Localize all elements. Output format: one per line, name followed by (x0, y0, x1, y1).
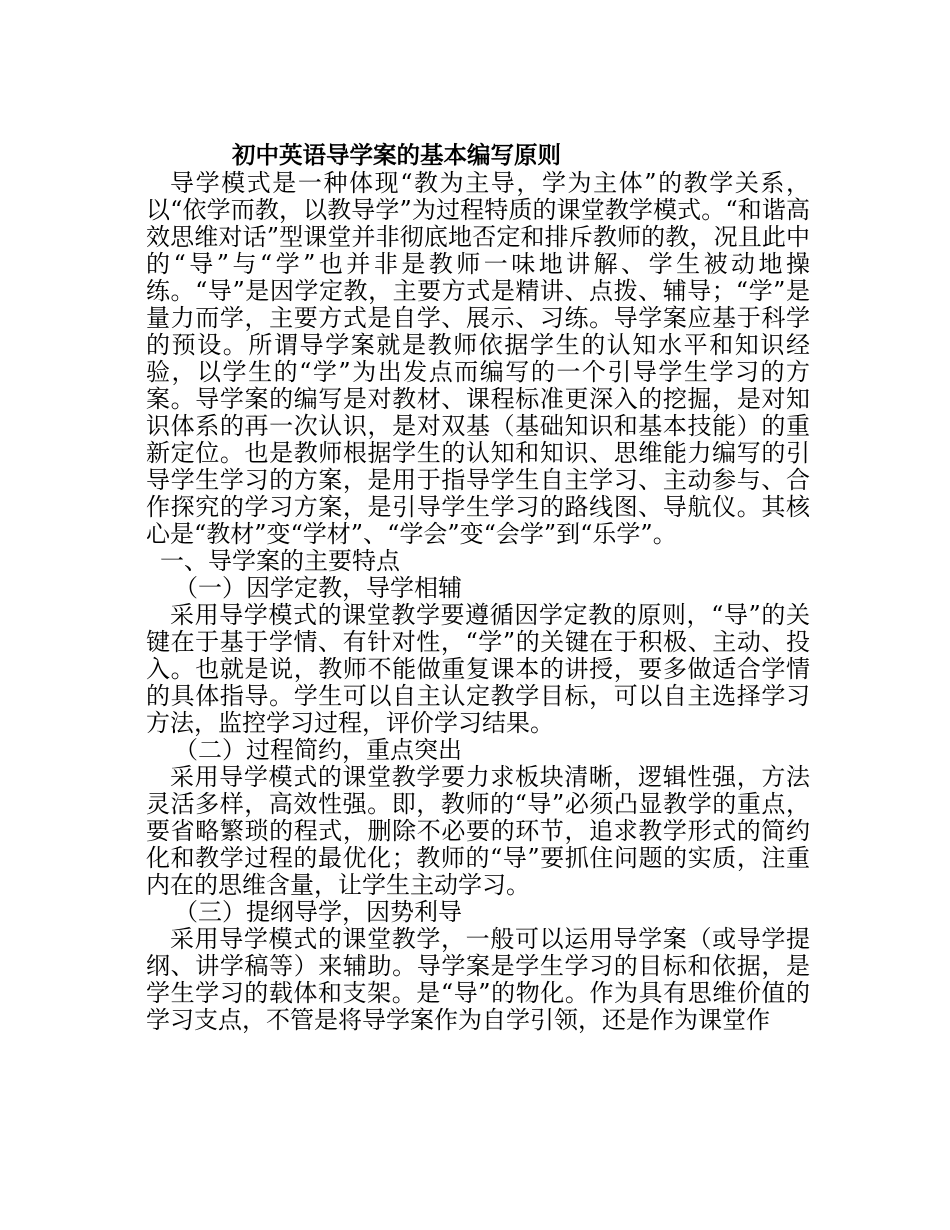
section-heading-features: 一、导学案的主要特点 (160, 547, 400, 575)
subsection-paragraph-1: 采用导学模式的课堂教学要遵循因学定教的原则，“导”的关键在于基于学情、有针对性，“学”的关键在于积极、主动、投入。也就是说，教师不能做重复课本的讲授，要多做适合学情的具体指导。学生可以自主认定教学目标，可以自主选择学习方法，监控学习过程，评价学习结果。 (146, 601, 810, 737)
document-title: 初中英语导学案的基本编写原则 (232, 141, 561, 169)
subsection-heading-1: （一）因学定教，导学相辅 (174, 574, 462, 602)
subsection-paragraph-2: 采用导学模式的课堂教学要力求板块清晰，逻辑性强，方法灵活多样，高效性强。即，教师的“导”必须凸显教学的重点，要省略繁琐的程式，删除不必要的环节，追求教学形式的简约化和教学过程的最优化；教师的“导”要抓住问题的实质，注重内在的思维含量，让学生主动学习。 (146, 763, 810, 899)
subsection-heading-2: （二）过程简约，重点突出 (174, 736, 462, 764)
intro-paragraph: 导学模式是一种体现“教为主导，学为主体”的教学关系，以“依学而教，以教导学”为过程特质的课堂教学模式。“和谐高效思维对话”型课堂并非彻底地否定和排斥教师的教，况且此中的“导”与“学”也并非是教师一味地讲解、学生被动地操练。“导”是因学定教，主要方式是精讲、点拨、辅导；“学”是量力而学，主要方式是自学、展示、习练。导学案应基于科学的预设。所谓导学案就是教师依据学生的认知水平和知识经验，以学生的“学”为出发点而编写的一个引导学生学习的方案。导学案的编写是对教材、课程标准更深入的挖掘，是对知识体系的再一次认识，是对双基（基础知识和基本技能）的重新定位。也是教师根据学生的认知和知识、思维能力编写的引导学生学习的方案，是用于指导学生自主学习、主动参与、合作探究的学习方案，是引导学生学习的路线图、导航仪。其核心是“教材”变“学材”、“学会”变“会学”到“乐学”。 (146, 169, 810, 548)
document-page (146, 140, 810, 1034)
subsection-paragraph-3: 采用导学模式的课堂教学，一般可以运用导学案（或导学提纲、讲学稿等）来辅助。导学案是学生学习的目标和依据，是学生学习的载体和支架。是“导”的物化。作为具有思维价值的学习支点，不管是将导学案作为自学引领，还是作为课堂作 (146, 925, 810, 1034)
subsection-heading-3: （三）提纲导学，因势利导 (174, 898, 462, 926)
